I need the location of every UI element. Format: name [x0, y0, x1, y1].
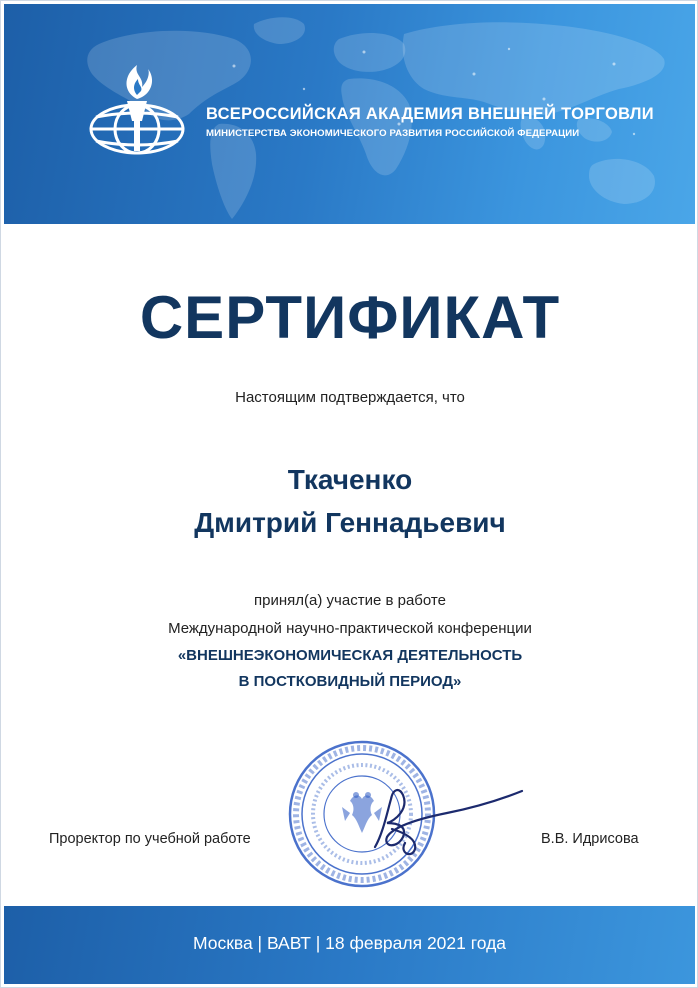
event-type: Международной научно-практической конференции: [168, 620, 532, 637]
footer-text: Москва | ВАВТ | 18 февраля 2021 года: [192, 933, 507, 953]
coat-of-arms-icon: [342, 792, 382, 833]
recipient-name: [1, 458, 698, 544]
academy-name: ВСЕРОССИЙСКАЯ АКАДЕМИЯ ВНЕШНЕЙ ТОРГОВЛИ: [206, 105, 654, 123]
footer-banner: [4, 906, 695, 984]
confirmation-text: Настоящим подтверждается, что: [235, 389, 465, 406]
header-banner: [4, 4, 695, 224]
signer-position: Проректор по учебной работе: [49, 831, 251, 847]
event-name-line1: «ВНЕШНЕЭКОНОМИЧЕСКАЯ ДЕЯТЕЛЬНОСТЬ: [177, 647, 523, 664]
torch-globe-logo-icon: [82, 59, 192, 159]
recipient-first-patronymic: Дмитрий Геннадьевич: [194, 507, 506, 538]
ministry-name: МИНИСТЕРСТВА ЭКОНОМИЧЕСКОГО РАЗВИТИЯ РОССИЙСКОЙ ФЕДЕРАЦИИ: [206, 128, 580, 139]
event-name-line2: В ПОСТКОВИДНЫЙ ПЕРИОД»: [238, 673, 462, 690]
official-stamp-and-signature: [287, 729, 547, 904]
signer-name: В.В. Идрисова: [541, 831, 639, 847]
participation-text: принял(а) участие в работе: [254, 592, 446, 609]
certificate-title: СЕРТИФИКАТ: [139, 284, 561, 351]
participation-block: [1, 587, 698, 695]
recipient-last-name: Ткаченко: [287, 464, 413, 495]
